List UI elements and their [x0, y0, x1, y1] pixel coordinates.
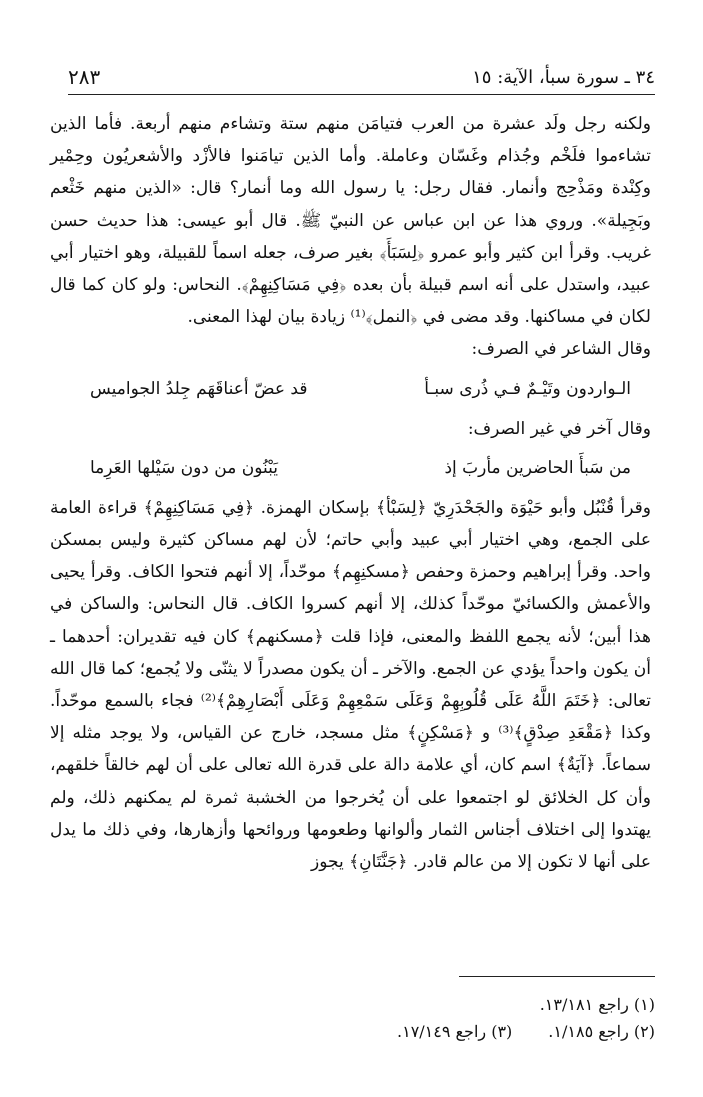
verse-second-hemistich: يَبْنُون من دون سَيْلها العَرِما — [90, 457, 278, 478]
poetry-verse — [50, 445, 651, 492]
paragraph: وقال الشاعر في الصرف: — [471, 339, 651, 360]
verse-first-hemistich: من سَبأَ الحاضرين مأربَ إذ — [444, 457, 631, 478]
footnote: (٣) راجع ١٧/١٤٩. — [397, 1022, 513, 1041]
page-header — [68, 60, 655, 95]
poetry-verse — [50, 366, 651, 413]
page-number: ٢٨٣ — [68, 65, 101, 89]
paragraph: ولكنه رجل ولَد عشرة من العرب فتيامَن منهم ستة وتشاءم منهم أربعة. فأما الذين تشاءموا فلَخْم وجُذام وغَسّان وعاملة. وأما الذين تيامَنوا فالأزْد والأشعريُون وحِمْير وكِنْدة ومَذْحِج وأنمار. فقال رجل: يا رسول الله وما أنمار؟ قال: «الذين منهم خَثْعم وبَجِيلة». وروي هذا عن ابن عباس عن النبيّ ﷺ. قال أبو عيسى: هذا حديث حسن غريب. وقرأ ابن كثير وأبو عمرو ﴿لِسَبَأَ﴾ بغير صرف، جعله اسماً للقبيلة، وهو اختيار أبي عبيد، واستدل على أنه اسم قبيلة بأن بعده ﴿فِي مَسَاكِنِهِمْ﴾. النحاس: ولو كان كما قال لكان في مساكنها. وقد مضى في ﴿النمل﴾⁽¹⁾ زيادة بيان لهذا المعنى. — [50, 114, 651, 328]
footnote: (٢) راجع ١/١٨٥. — [548, 1022, 655, 1041]
verse-second-hemistich: قد عضّ أعناقَهَم جِلدُ الجواميس — [90, 378, 308, 399]
body-text — [50, 108, 651, 878]
paragraph: وقرأ قُنْبُل وأبو حَيْوَة والجَحْدَرِيّ ﴿لِسَبْأ﴾ بإسكان الهمزة. ﴿فِي مَسَاكِنِهِمْ﴾ قراءة العامة على الجمع، وهي اختيار أبي عبيد وأبي حاتم؛ لأن لهم مساكن كثيرة وليس بمسكن واحد. وقرأ إبراهيم وحمزة وحفص ﴿مسكنِهِم﴾ موحّداً، إلا أنهم فتحوا الكاف. وقرأ يحيى والأعمش والكسائيّ موحّداً كذلك، إلا أنهم كسروا الكاف. قال النحاس: والساكن في هذا أبين؛ لأنه يجمع اللفظ والمعنى، فإذا قلت ﴿مسكنهم﴾ كان فيه تقديران: أحدهما ـ أن يكون واحداً يؤدي عن الجمع. والآخر ـ أن يكون مصدراً لا يثنّى ولا يُجمع؛ كما قال الله تعالى: ﴿خَتَمَ اللَّهُ عَلَى قُلُوبِهِمْ وَعَلَى سَمْعِهِمْ وَعَلَى أَبْصَارِهِمْ﴾⁽²⁾ فجاء بالسمع موحّداً. وكذا ﴿مَقْعَدِ صِدْقٍ﴾⁽³⁾ و ﴿مَسْكِنٍ﴾ مثل مسجد، خارج عن القياس، ولا يوجد مثله إلا سماعاً. ﴿آيَةٌ﴾ اسم كان، أي علامة دالة على قدرة الله تعالى على أن لهم خالقاً خلقهم، وأن كل الخلائق لو اجتمعوا على أن يُخرجوا من الخشبة ثمرة لم يمكنهم ذلك، ولم يهتدوا إلى اختلاف أجناس الثمار وألوانها وطعومها وروائحها وأزهارها، وفي ذلك ما يدل على أنها لا تكون إلا من عالم قادر. ﴿جَنَّتَانِ﴾ يجوز — [50, 497, 652, 873]
paragraph: وقال آخر في غير الصرف: — [467, 418, 651, 439]
footnote-line — [50, 1018, 655, 1045]
footnote-line — [50, 991, 655, 1018]
footnote: (١) راجع ١٣/١٨١. — [539, 995, 655, 1014]
verse-first-hemistich: الـواردون وتَيْـمٌ فـي ذُرى سبـأ — [424, 378, 631, 399]
footnotes — [50, 976, 655, 1045]
footnote-divider — [459, 976, 655, 977]
running-title: ٣٤ ـ سورة سبأ، الآية: ١٥ — [472, 66, 655, 88]
